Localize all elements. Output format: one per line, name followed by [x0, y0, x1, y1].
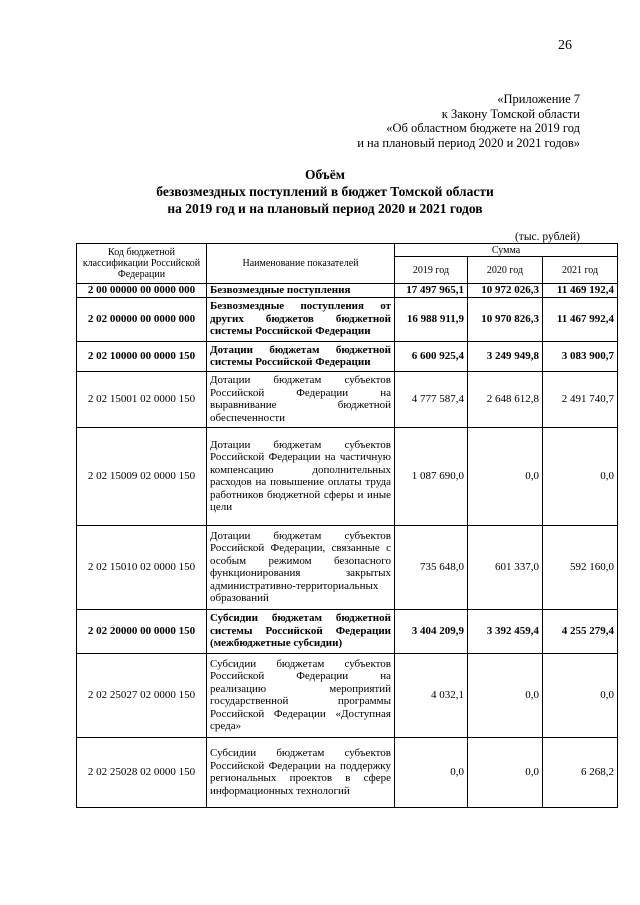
value-2021: 4 255 279,4	[543, 609, 618, 653]
row-code: 2 00 00000 00 0000 000	[77, 284, 207, 298]
table-row	[77, 653, 618, 737]
row-name: Дотации бюджетам субъектов Российской Федерации на выравнивание бюджетной обеспеченности	[207, 371, 395, 427]
row-code: 2 02 15001 02 0000 150	[77, 371, 207, 427]
table-row	[77, 341, 618, 371]
value-2019: 16 988 911,9	[395, 297, 468, 341]
units-note: (тыс. рублей)	[514, 231, 580, 243]
appendix-line: к Закону Томской области	[441, 106, 580, 121]
table-row	[77, 284, 618, 298]
value-2021: 11 469 192,4	[543, 284, 618, 298]
value-2020: 0,0	[468, 653, 543, 737]
value-2020: 10 972 026,3	[468, 284, 543, 298]
page-number: 26	[558, 38, 572, 53]
value-2019: 17 497 965,1	[395, 284, 468, 298]
appendix-reference	[260, 92, 580, 150]
header-2019: 2019 год	[395, 257, 468, 284]
row-name: Безвозмездные поступления	[207, 284, 395, 298]
row-name: Дотации бюджетам субъектов Российской Федерации на частичную компенсацию дополнительных расходов на повышение оплаты труда работников бюджетной сферы и иные цели	[207, 427, 395, 525]
row-code: 2 02 25027 02 0000 150	[77, 653, 207, 737]
row-code: 2 02 00000 00 0000 000	[77, 297, 207, 341]
table-row	[77, 609, 618, 653]
value-2019: 3 404 209,9	[395, 609, 468, 653]
appendix-line: «Приложение 7	[497, 92, 580, 106]
value-2020: 3 249 949,8	[468, 341, 543, 371]
row-code: 2 02 20000 00 0000 150	[77, 609, 207, 653]
table-row	[77, 371, 618, 427]
row-code: 2 02 15010 02 0000 150	[77, 525, 207, 609]
row-code: 2 02 15009 02 0000 150	[77, 427, 207, 525]
value-2021: 592 160,0	[543, 525, 618, 609]
title-line: Объём	[305, 167, 345, 182]
row-code: 2 02 25028 02 0000 150	[77, 737, 207, 807]
revenue-table	[76, 243, 618, 808]
value-2019: 1 087 690,0	[395, 427, 468, 525]
appendix-line: и на плановый период 2020 и 2021 годов»	[357, 135, 580, 150]
value-2021: 0,0	[543, 653, 618, 737]
row-name: Безвозмездные поступления от других бюджетов бюджетной системы Российской Федерации	[207, 297, 395, 341]
value-2019: 4 032,1	[395, 653, 468, 737]
appendix-line: «Об областном бюджете на 2019 год	[386, 121, 580, 135]
header-2021: 2021 год	[543, 257, 618, 284]
value-2020: 10 970 826,3	[468, 297, 543, 341]
value-2021: 11 467 992,4	[543, 297, 618, 341]
value-2021: 6 268,2	[543, 737, 618, 807]
value-2020: 0,0	[468, 427, 543, 525]
value-2019: 0,0	[395, 737, 468, 807]
value-2019: 6 600 925,4	[395, 341, 468, 371]
header-name: Наименование показателей	[207, 244, 395, 284]
header-code: Код бюджетной классификации Российской Федерации	[77, 244, 207, 284]
value-2021: 2 491 740,7	[543, 371, 618, 427]
row-name: Субсидии бюджетам субъектов Российской Федерации на поддержку региональных проектов в сфере информационных технологий	[207, 737, 395, 807]
row-name: Дотации бюджетам субъектов Российской Федерации, связанные с особым режимом безопасного функционирования закрытых административно-территориальных образований	[207, 525, 395, 609]
value-2020: 2 648 612,8	[468, 371, 543, 427]
value-2021: 3 083 900,7	[543, 341, 618, 371]
value-2021: 0,0	[543, 427, 618, 525]
value-2019: 4 777 587,4	[395, 371, 468, 427]
header-sum: Сумма	[395, 244, 618, 257]
document-title	[70, 166, 580, 217]
value-2019: 735 648,0	[395, 525, 468, 609]
row-name: Субсидии бюджетам субъектов Российской Федерации на реализацию мероприятий государственной программы Российской Федерации «Доступная среда»	[207, 653, 395, 737]
table-row	[77, 525, 618, 609]
value-2020: 0,0	[468, 737, 543, 807]
title-line: безвозмездных поступлений в бюджет Томской области	[156, 184, 494, 199]
header-2020: 2020 год	[468, 257, 543, 284]
row-code: 2 02 10000 00 0000 150	[77, 341, 207, 371]
value-2020: 601 337,0	[468, 525, 543, 609]
row-name: Субсидии бюджетам бюджетной системы Российской Федерации (межбюджетные субсидии)	[207, 609, 395, 653]
table-row	[77, 297, 618, 341]
row-name: Дотации бюджетам бюджетной системы Российской Федерации	[207, 341, 395, 371]
table-row	[77, 737, 618, 807]
value-2020: 3 392 459,4	[468, 609, 543, 653]
table-row	[77, 427, 618, 525]
title-line: на 2019 год и на плановый период 2020 и 2021 годов	[167, 201, 483, 216]
